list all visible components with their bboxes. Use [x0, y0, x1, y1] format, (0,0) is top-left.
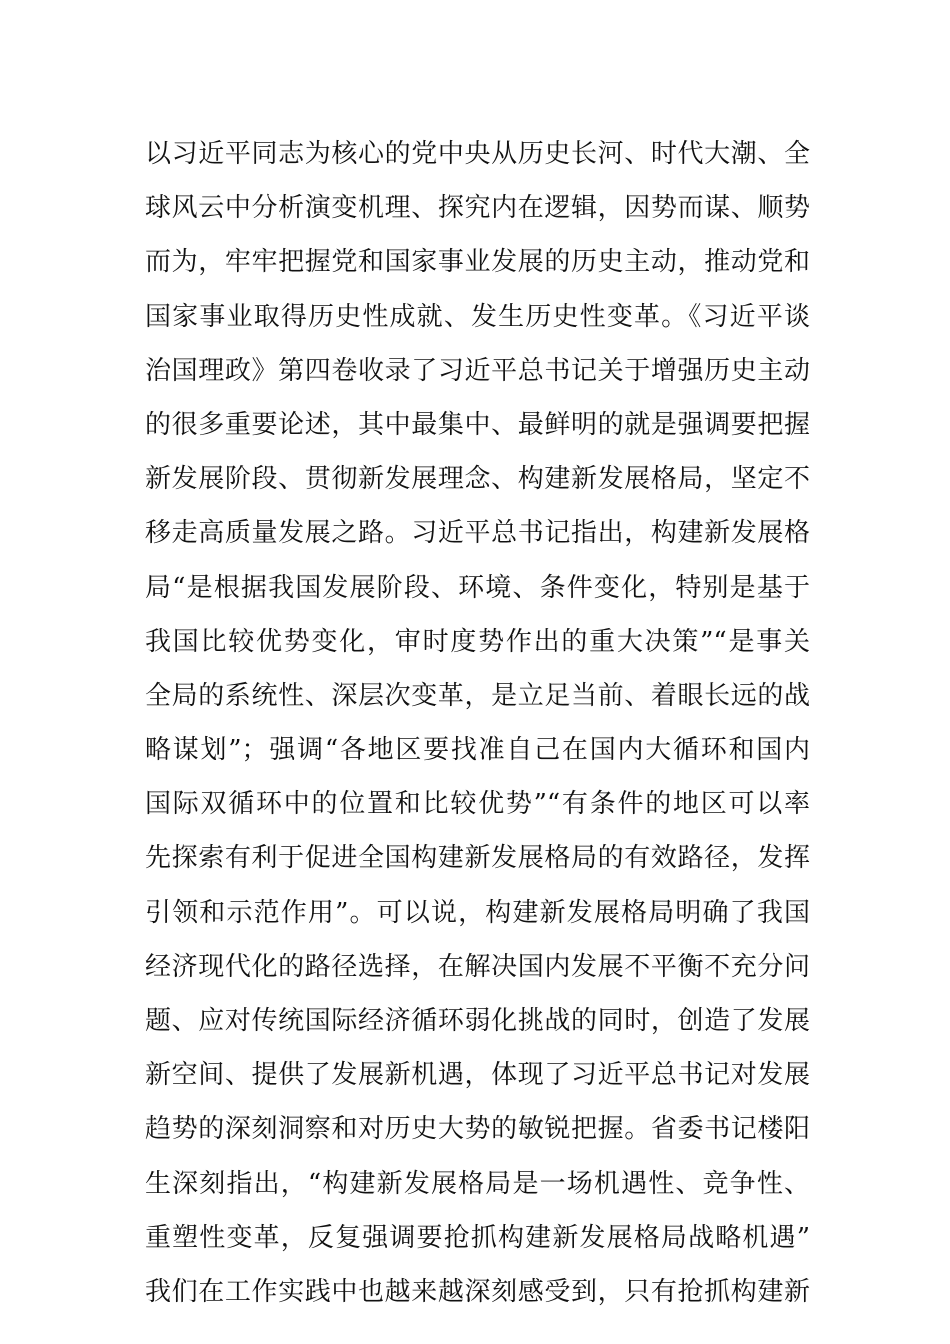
text-line: 的很多重要论述，其中最集中、最鲜明的就是强调要把握 — [145, 409, 810, 440]
text-line: 我国比较优势变化，审时度势作出的重大决策”“是事关 — [145, 626, 810, 657]
text-line: 先探索有利于促进全国构建新发展格局的有效路径，发挥 — [145, 843, 810, 874]
text-line: 局“是根据我国发展阶段、环境、条件变化，特别是基于 — [145, 572, 810, 603]
text-line: 治国理政》第四卷收录了习近平总书记关于增强历史主动 — [145, 355, 810, 386]
text-line: 球风云中分析演变机理、探究内在逻辑，因势而谋、顺势 — [145, 193, 810, 224]
text-line: 略谋划”；强调“各地区要找准自己在国内大循环和国内 — [145, 735, 810, 766]
text-line: 以习近平同志为核心的党中央从历史长河、时代大潮、全 — [145, 139, 810, 169]
text-line: 国家事业取得历史性成就、发生历史性变革。《习近平谈 — [145, 301, 810, 332]
body-text — [145, 127, 810, 1319]
text-line: 我们在工作实践中也越来越深刻感受到，只有抢抓构建新 — [145, 1276, 810, 1307]
text-line: 生深刻指出，“构建新发展格局是一场机遇性、竞争性、 — [145, 1168, 810, 1199]
text-line: 国际双循环中的位置和比较优势”“有条件的地区可以率 — [145, 789, 810, 820]
text-line: 趋势的深刻洞察和对历史大势的敏锐把握。省委书记楼阳 — [145, 1114, 810, 1145]
text-line: 新发展阶段、贯彻新发展理念、构建新发展格局，坚定不 — [145, 464, 810, 495]
text-line: 全局的系统性、深层次变革，是立足当前、着眼长远的战 — [145, 680, 810, 711]
text-line: 经济现代化的路径选择，在解决国内发展不平衡不充分问 — [145, 951, 810, 982]
text-line: 新空间、提供了发展新机遇，体现了习近平总书记对发展 — [145, 1060, 810, 1091]
text-line: 题、应对传统国际经济循环弱化挑战的同时，创造了发展 — [145, 1006, 810, 1036]
text-line: 引领和示范作用”。可以说，构建新发展格局明确了我国 — [145, 897, 810, 928]
text-line: 移走高质量发展之路。习近平总书记指出，构建新发展格 — [145, 518, 810, 549]
text-line: 重塑性变革，反复强调要抢抓构建新发展格局战略机遇” — [145, 1222, 810, 1253]
text-line: 而为，牢牢把握党和国家事业发展的历史主动，推动党和 — [145, 247, 810, 278]
